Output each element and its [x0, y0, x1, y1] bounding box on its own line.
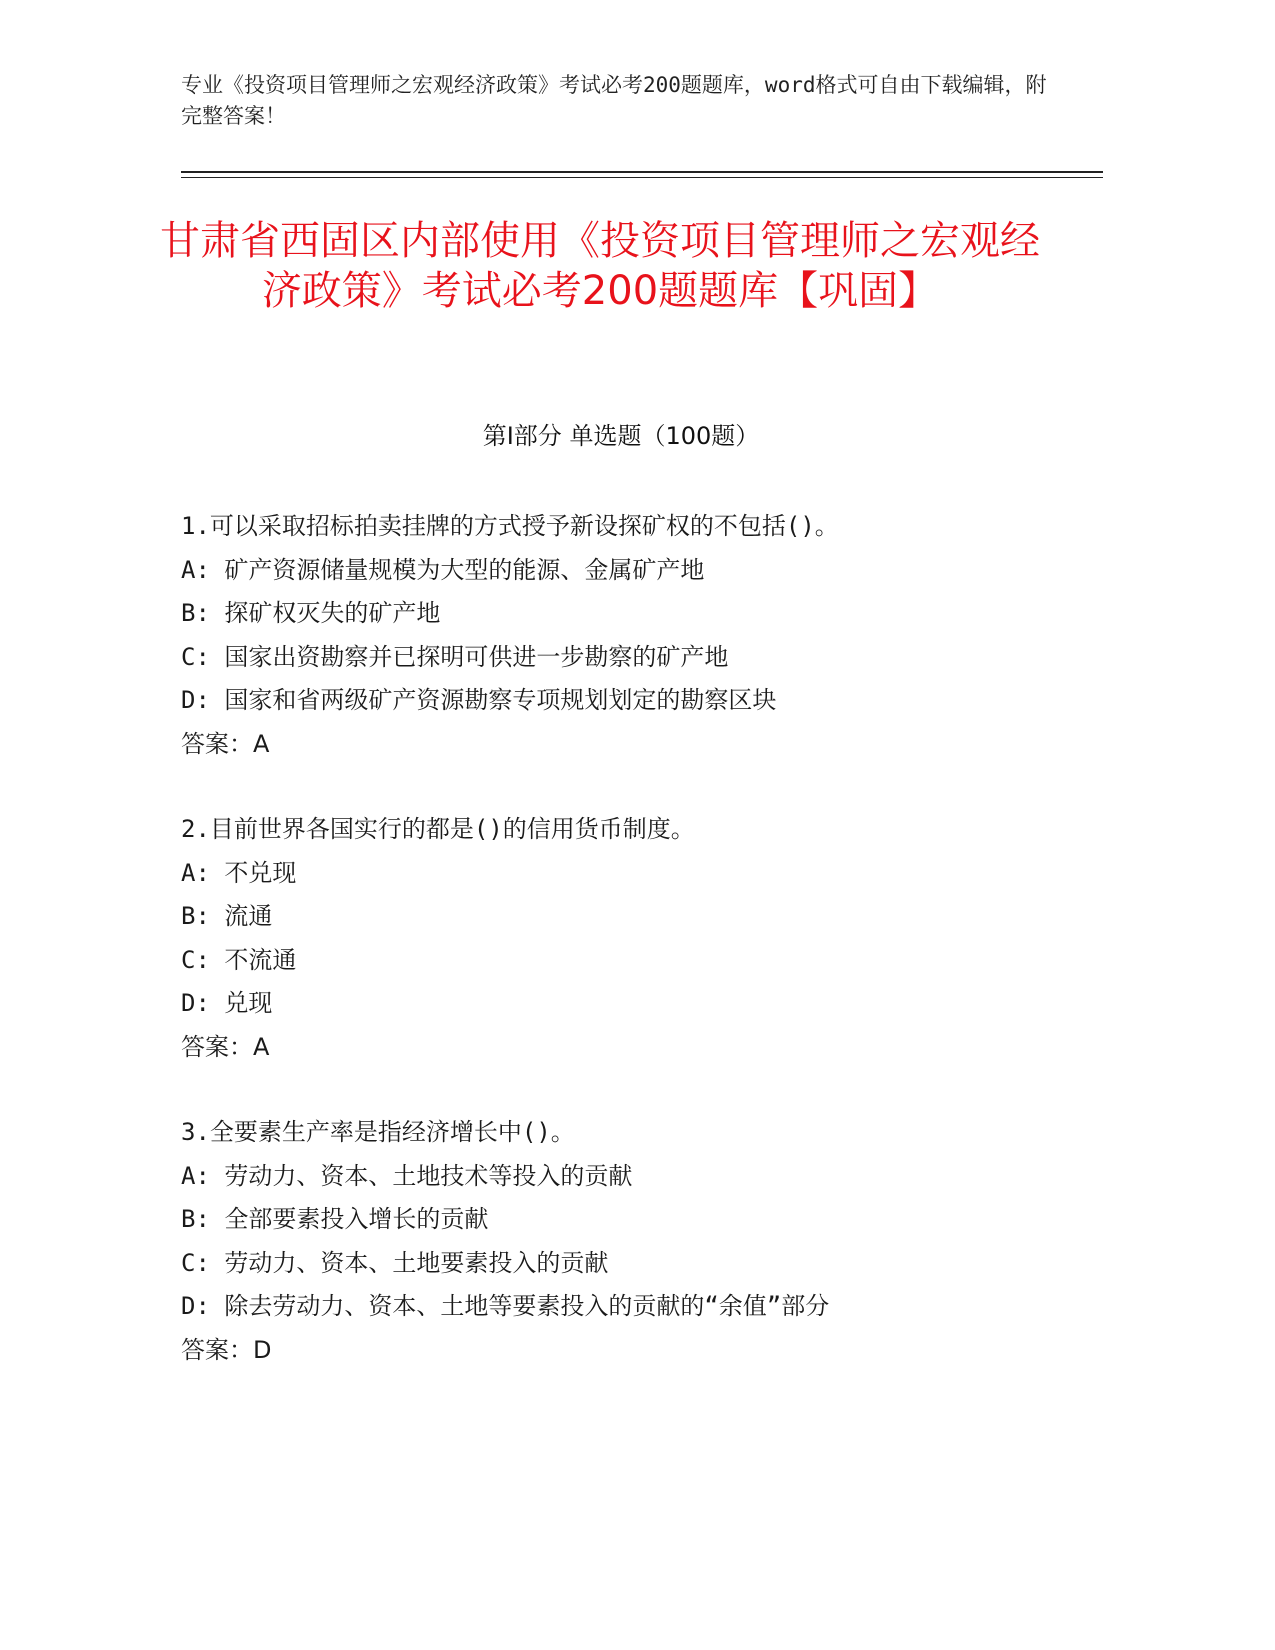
option-c: C: 国家出资勘察并已探明可供进一步勘察的矿产地 — [181, 642, 729, 671]
document-title: 甘肃省西固区内部使用《投资项目管理师之宏观经济政策》考试必考200题题库【巩固】 — [160, 218, 1040, 314]
question-list — [181, 505, 1081, 1414]
header-rule-thin — [181, 177, 1103, 178]
question-3 — [181, 1111, 1081, 1372]
option-d: D: 兑现 — [181, 989, 273, 1017]
question-1 — [181, 505, 1081, 766]
question-stem: 2.目前世界各国实行的都是()的信用货币制度。 — [181, 815, 695, 843]
option-d: D: 除去劳动力、资本、土地等要素投入的贡献的“余值”部分 — [181, 1292, 830, 1320]
question-stem: 3.全要素生产率是指经济增长中()。 — [181, 1118, 575, 1146]
option-a: A: 不兑现 — [181, 858, 297, 887]
option-c: C: 劳动力、资本、土地要素投入的贡献 — [181, 1248, 609, 1277]
answer-line: 答案：A — [181, 1032, 270, 1061]
question-2 — [181, 808, 1081, 1069]
section-title: 第Ⅰ部分 单选题（100题） — [482, 422, 760, 450]
header-note: 专业《投资项目管理师之宏观经济政策》考试必考200题题库，word格式可自由下载编辑，附完整答案！ — [181, 73, 1047, 128]
option-b: B: 流通 — [181, 902, 273, 930]
answer-line: 答案：A — [181, 729, 270, 758]
question-stem: 1.可以采取招标拍卖挂牌的方式授予新设探矿权的不包括()。 — [181, 512, 839, 540]
option-b: B: 探矿权灭失的矿产地 — [181, 599, 441, 627]
header-rule-thick — [181, 171, 1103, 173]
option-c: C: 不流通 — [181, 945, 297, 974]
option-d: D: 国家和省两级矿产资源勘察专项规划划定的勘察区块 — [181, 686, 777, 714]
option-a: A: 劳动力、资本、土地技术等投入的贡献 — [181, 1161, 633, 1190]
option-a: A: 矿产资源储量规模为大型的能源、金属矿产地 — [181, 555, 705, 584]
option-b: B: 全部要素投入增长的贡献 — [181, 1205, 489, 1233]
answer-line: 答案：D — [181, 1335, 272, 1364]
